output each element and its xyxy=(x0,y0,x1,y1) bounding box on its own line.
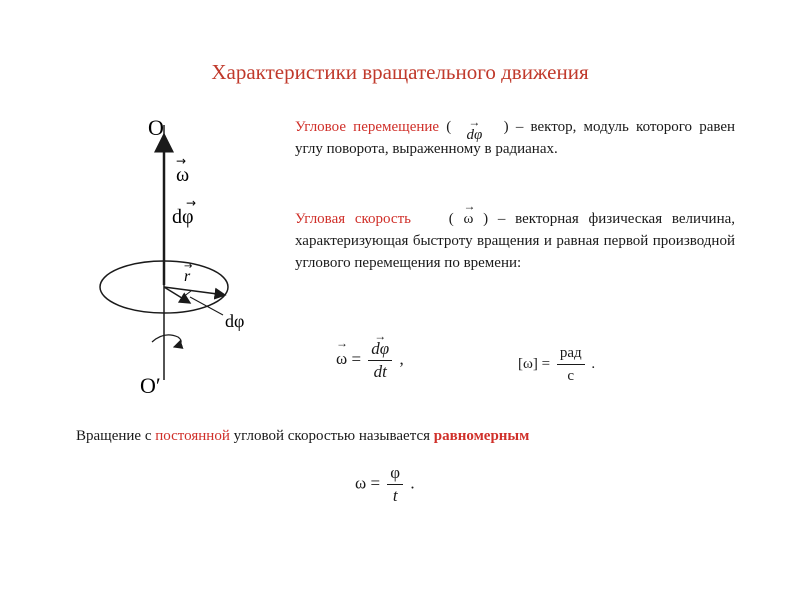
formula-units-eq: = xyxy=(541,355,551,372)
paren-close: ) xyxy=(503,119,509,135)
formula-uniform-eq: = xyxy=(370,473,381,493)
angular-velocity-term: Угловая скорость xyxy=(295,211,411,227)
paren-open: ( xyxy=(446,119,452,135)
label-angle-dphi: dφ xyxy=(225,311,245,331)
label-omega-arrow: → xyxy=(176,154,187,168)
formula-uniform-tail: . xyxy=(410,473,415,493)
radius-vector-2 xyxy=(164,287,225,295)
formula-angular-velocity xyxy=(336,338,404,383)
uniform-rotation-statement xyxy=(76,428,529,445)
formula-uniform xyxy=(355,462,415,507)
uniform-text-middle: угловой скоростью называется xyxy=(229,428,434,444)
label-o-top: O xyxy=(148,115,164,140)
formula-omega-num-text: → dφ xyxy=(371,338,389,360)
formula-omega-num xyxy=(368,338,392,361)
slide-title: Характеристики вращательного движения xyxy=(211,60,589,84)
formula-omega-lhs: → ω xyxy=(336,349,347,369)
angle-leader xyxy=(190,297,223,315)
uniform-highlight: постоянной xyxy=(155,428,230,444)
formula-uniform-lhs: ω xyxy=(355,473,367,493)
formula-units-tail: . xyxy=(591,355,596,372)
rotation-arrow xyxy=(152,335,181,347)
formula-omega-eq: = xyxy=(351,349,362,369)
label-omega: ω xyxy=(176,164,190,186)
angular-velocity-symbol: → ω xyxy=(463,208,473,230)
uniform-term: равномерным xyxy=(433,428,530,444)
formula-uniform-num: φ xyxy=(387,462,403,485)
angular-displacement-definition xyxy=(295,116,735,160)
rotation-diagram xyxy=(90,105,300,405)
formula-units-fraction xyxy=(557,342,585,387)
uniform-text-before: Вращение с xyxy=(76,428,156,444)
paren-open-2: ( xyxy=(448,211,454,227)
angle-arc xyxy=(182,291,191,298)
formula-omega-tail: , xyxy=(399,349,404,369)
formula-units-lhs: [ω] xyxy=(518,355,538,372)
angular-displacement-symbol: → dφ xyxy=(466,124,482,146)
formula-uniform-fraction xyxy=(387,462,403,507)
label-r: r xyxy=(184,268,191,285)
angular-displacement-term: Угловое перемещение xyxy=(295,119,440,135)
paren-close-2: ) xyxy=(483,211,489,227)
angular-displacement-text: – вектор, модуль которого равен углу поворота, выраженному в радианах. xyxy=(295,119,736,157)
angular-displacement-symbol-box xyxy=(458,116,496,143)
label-dphi-arrow: → xyxy=(186,196,197,210)
formula-uniform-den: t xyxy=(392,486,398,505)
formula-units-num: рад xyxy=(557,342,585,365)
formula-units-den: с xyxy=(567,368,575,384)
formula-units xyxy=(518,342,595,387)
label-r-arrow: → xyxy=(184,261,193,272)
formula-omega-fraction xyxy=(368,338,392,383)
formula-omega-den: dt xyxy=(373,362,387,381)
label-dphi-vector: dφ xyxy=(172,206,194,228)
angular-velocity-definition xyxy=(295,208,735,274)
angular-velocity-text: – векторная физическая величина, характеризующая быстроту вращения и равная первой производной углового перемещения по времени: xyxy=(295,211,736,271)
label-o-bottom: O′ xyxy=(140,373,161,398)
